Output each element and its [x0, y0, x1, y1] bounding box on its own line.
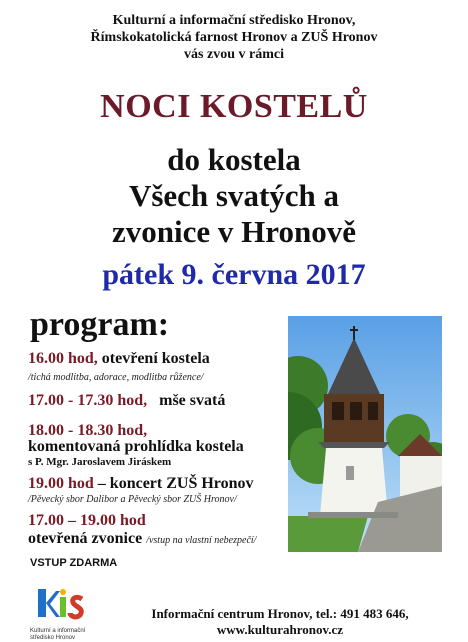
- header-line-2: Římskokatolická farnost Hronov a ZUŠ Hronov: [90, 30, 378, 45]
- event-4-note: /Pěvecký sbor Dalibor a Pěvecký sbor ZUŠ Hronov/: [28, 494, 237, 505]
- event-2-text: mše svatá: [147, 392, 226, 409]
- event-2-time: 17.00 - 17.30 hod,: [28, 392, 148, 409]
- event-5-line: [28, 530, 256, 548]
- subtitle-line-2: Všech svatých a: [128, 178, 340, 213]
- event-date: pátek 9. června 2017: [102, 258, 366, 291]
- header-organizers: [0, 12, 468, 63]
- event-3-time: 18.00 - 18.30 hod,: [28, 422, 148, 439]
- event-5-time: 17.00 – 19.00 hod: [28, 512, 146, 529]
- event-5-text: otevřená zvonice: [28, 530, 143, 547]
- event-4: [28, 475, 254, 493]
- event-4-text: – koncert ZUŠ Hronov: [93, 475, 254, 492]
- footer-website: www.kulturahronov.cz: [216, 622, 344, 637]
- event-1: [28, 350, 210, 368]
- event-2: [28, 392, 225, 410]
- event-subtitle: [0, 142, 468, 250]
- event-5: [28, 512, 146, 530]
- event-3-text: komentovaná prohlídka kostela: [28, 438, 244, 455]
- kis-logo-mark: [30, 583, 92, 623]
- event-title: NOCI KOSTELŮ: [100, 88, 368, 125]
- event-4-time: 19.00 hod: [28, 475, 94, 492]
- event-5-note: /vstup na vlastní nebezpečí/: [146, 535, 257, 546]
- header-line-3: vás zvou v rámci: [184, 47, 284, 62]
- event-1-note: /tichá modlitba, adorace, modlitba růžence/: [28, 372, 204, 383]
- kis-logo: [30, 583, 92, 641]
- event-1-time: 16.00 hod,: [28, 350, 98, 367]
- subtitle-line-1: do kostela: [167, 142, 301, 177]
- kis-logo-text: Kulturní a informační středisko Hronov: [30, 628, 86, 641]
- church-tower-photo: [288, 316, 442, 552]
- program-heading: program:: [30, 306, 170, 343]
- free-entry-label: VSTUP ZDARMA: [30, 557, 118, 569]
- footer-contact: [110, 606, 450, 638]
- footer-info-center: Informační centrum Hronov, tel.: 491 483 646,: [151, 606, 409, 621]
- event-3-note: s P. Mgr. Jaroslavem Jiráskem: [28, 456, 172, 468]
- event-1-text: otevření kostela: [97, 350, 210, 367]
- header-line-1: Kulturní a informační středisko Hronov,: [112, 13, 356, 28]
- subtitle-line-3: zvonice v Hronově: [112, 214, 356, 249]
